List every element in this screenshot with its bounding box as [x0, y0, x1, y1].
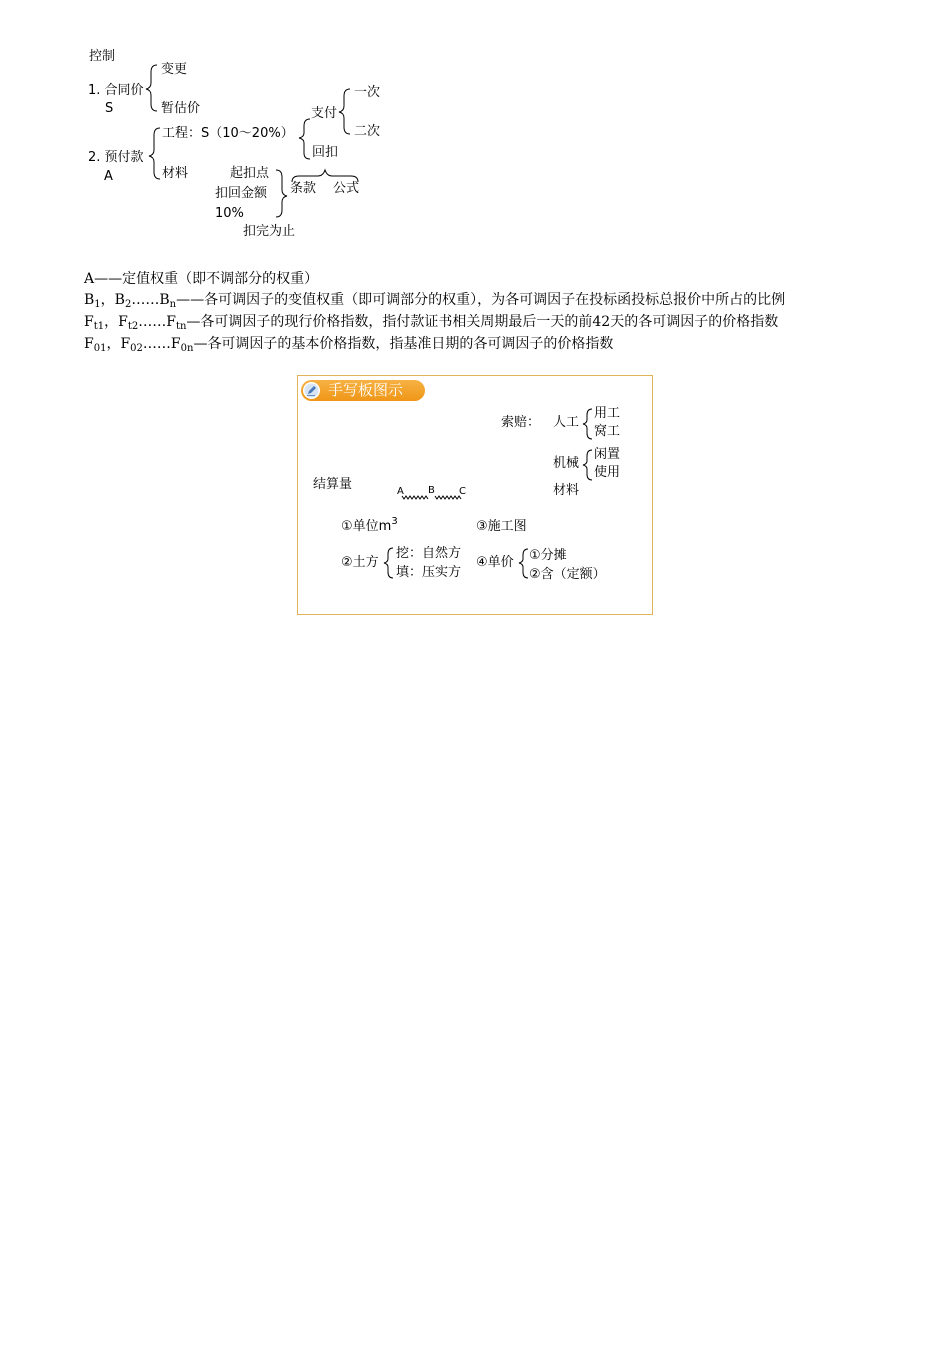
def-symbol: ，F — [104, 314, 128, 330]
clause-deduct-amount: 扣回金额 — [215, 186, 268, 201]
unit-label — [341, 516, 398, 536]
drawing-label: ③施工图 — [476, 519, 527, 534]
def-text: —各可调因子的现行价格指数，指付款证书相关周期最后一天的前42天的各可调因子的价格指数 — [186, 314, 779, 330]
def-subscript: 0n — [180, 343, 194, 354]
def-text: ——定值权重（即不调部分的权重） — [94, 271, 319, 287]
clause-start-point: 起扣点 — [230, 166, 270, 181]
material-label: 材料 — [553, 483, 580, 498]
unit-price-share: ①分摊 — [529, 548, 567, 563]
labor-used: 用工 — [594, 406, 621, 421]
payment-label: 支付 — [311, 106, 338, 121]
def-symbol: ，B — [100, 292, 125, 308]
def-symbol: F — [84, 314, 94, 330]
claim-label: 索赔： — [501, 415, 541, 430]
change-label: 变更 — [161, 62, 188, 77]
def-subscript: 2 — [124, 299, 132, 310]
board-title: 手写板图示 — [328, 381, 404, 399]
material-label: 材料 — [162, 166, 189, 181]
earth-label: ②土方 — [341, 555, 379, 570]
machine-idle: 闲置 — [594, 447, 621, 462]
point-a: A — [397, 486, 404, 497]
formula-label: 公式 — [333, 181, 360, 196]
labor-label: 人工 — [553, 415, 580, 430]
provisional-price-label: 暂估价 — [161, 101, 201, 116]
settlement-label: 结算量 — [313, 477, 353, 492]
machine-label: 机械 — [553, 456, 580, 471]
def-symbol: A — [84, 271, 95, 287]
labor-idle: 窝工 — [594, 424, 621, 439]
contract-price-symbol: S — [105, 101, 114, 116]
bracket-lines — [0, 0, 950, 260]
def-subscript: t2 — [127, 321, 139, 332]
control-title: 控制 — [89, 49, 116, 64]
def-subscript: tn — [175, 321, 187, 332]
unit-superscript: 3 — [391, 516, 398, 527]
definition-a — [84, 269, 318, 289]
def-text: —各可调因子的基本价格指数，指基准日期的各可调因子的价格指数 — [193, 336, 614, 352]
clause-percent: 10% — [215, 206, 244, 221]
clause-until-done: 扣完为止 — [243, 224, 296, 239]
advance-payment-label: 2. 预付款 — [88, 150, 144, 165]
advance-payment-symbol: A — [104, 169, 113, 184]
def-text: ——各可调因子的变值权重（即可调部分的权重），为各可调因子在投标函投标总报价中所占的比例 — [176, 292, 786, 308]
unit-price-include: ②含（定额） — [529, 567, 606, 582]
def-symbol: ……B — [131, 292, 170, 308]
unit-text: ①单位m — [341, 519, 392, 534]
unit-price-label: ④单价 — [476, 555, 514, 570]
earth-dig: 挖：自然方 — [396, 546, 462, 561]
definition-f0 — [84, 334, 613, 359]
point-b: B — [428, 485, 435, 496]
clause-label: 条款 — [290, 181, 317, 196]
machine-used: 使用 — [594, 465, 621, 480]
work-label: 工程：S（10～20%） — [162, 126, 294, 141]
payment-twice: 二次 — [354, 124, 381, 139]
def-subscript: 02 — [130, 343, 143, 354]
def-subscript: 01 — [93, 343, 107, 354]
earth-fill: 填：压实方 — [396, 565, 462, 580]
point-c: C — [459, 486, 466, 497]
handwriting-board — [297, 375, 653, 615]
deduct-label: 回扣 — [312, 145, 339, 160]
def-symbol: ……F — [138, 314, 176, 330]
def-subscript: t1 — [93, 321, 105, 332]
contract-price-label: 1. 合同价 — [88, 83, 144, 98]
def-subscript: n — [169, 299, 177, 310]
def-symbol: ……F — [142, 336, 181, 352]
def-symbol: F — [84, 336, 94, 352]
def-symbol: ，F — [106, 336, 131, 352]
def-subscript: 1 — [94, 299, 101, 310]
def-symbol: B — [84, 292, 95, 308]
payment-once: 一次 — [354, 85, 381, 100]
